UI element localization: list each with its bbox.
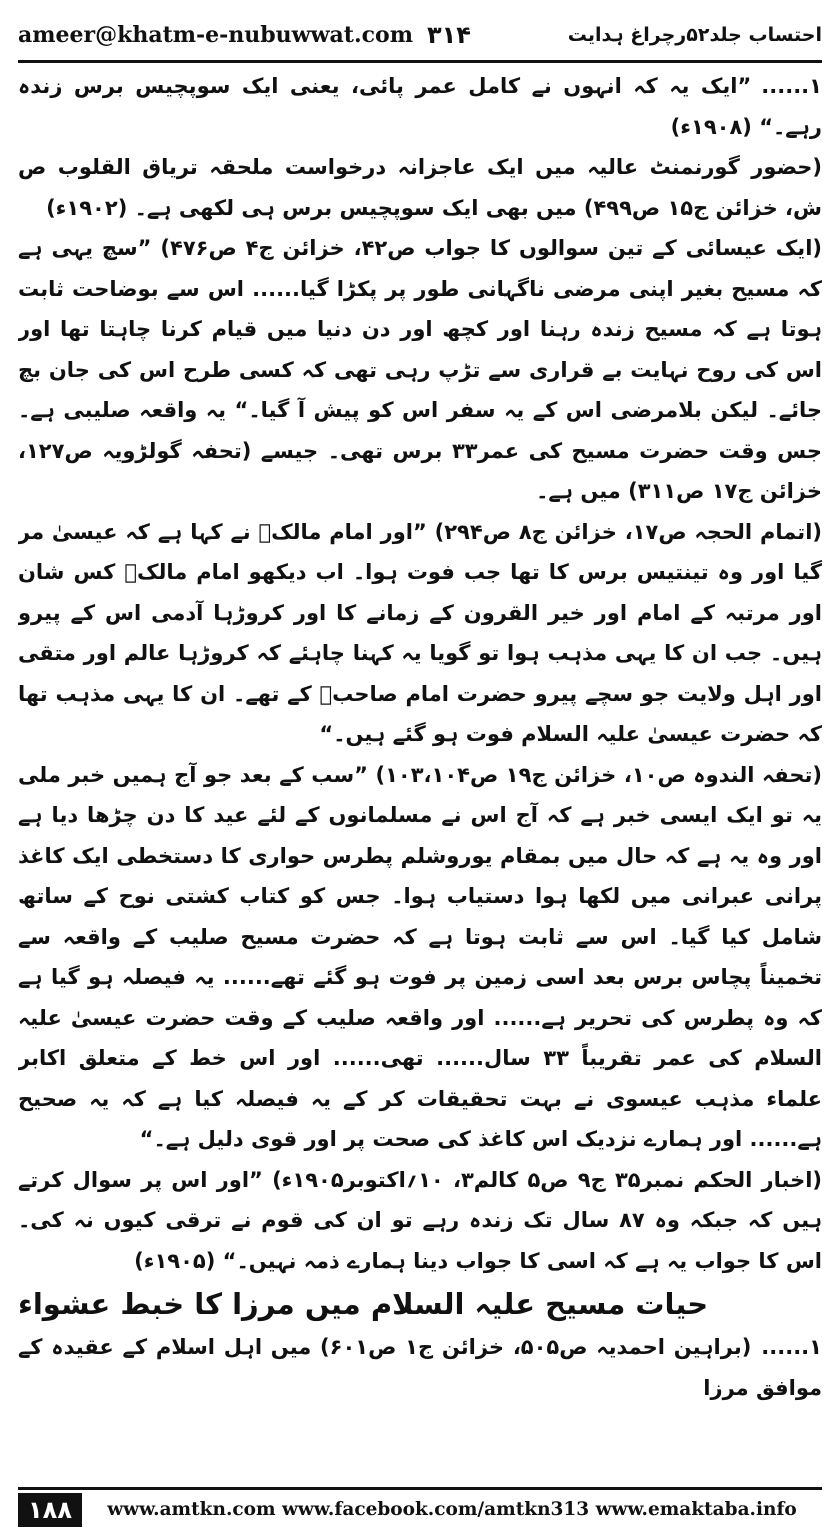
page-header	[18, 14, 822, 63]
paragraph-5: (تحفہ الندوہ ص۱۰، خزائن ج۱۹ ص۱۰۳،۱۰۴) ”سب کے بعد جو آج ہمیں خبر ملی یہ تو ایک ایسی خبر ہے کہ آج اس نے مسلمانوں کے لئے عید کا دن چڑھا دیا ہے اور وہ یہ ہے کہ حال میں بمقام یوروشلم پطرس حواری کا دستخطی ایک کاغذ پرانی عبرانی میں لکھا ہوا دستیاب ہوا۔ جس کو کتاب کشتی نوح کے ساتھ شامل کیا گیا۔ اس سے ثابت ہوتا ہے کہ حضرت مسیح صلیب کے واقعہ سے تخمیناً پچاس برس بعد اسی زمین پر فوت ہو گئے تھے...... یہ فیصلہ ہو گیا ہے کہ وہ پطرس کی تحریر ہے...... اور واقعہ صلیب کے وقت حضرت عیسیٰ علیہ السلام کی عمر تقریباً ۳۳ سال...... تھی...... اور اس خط کے متعلق اکابر علماء مذہب عیسوی نے بہت تحقیقات کر کے یہ فیصلہ کیا ہے کہ یہ صحیح ہے...... اور ہمارے نزدیک اس کاغذ کی صحت پر اور قوی دلیل ہے۔“	[18, 762, 822, 1151]
footer-websites: www.amtkn.com www.facebook.com/amtkn313 www.emaktaba.info	[107, 1498, 797, 1520]
paragraph-text: ”ایک یہ کہ انہوں نے کامل عمر پائی، یعنی ایک سوپچیس برس زندہ رہے۔“ (۱۹۰۸ء)	[18, 74, 822, 139]
paragraph-number: ۱......	[761, 74, 822, 98]
section-heading: حیات مسیح علیہ السلام میں مرزا کا خبط عشواء	[18, 1287, 709, 1321]
footer-page-number: ۱۸۸	[18, 1493, 82, 1527]
paragraph-1	[18, 66, 822, 147]
paragraph-2: (حضور گورنمنٹ عالیہ میں ایک عاجزانہ درخواست ملحقہ تریاق القلوب ص ش، خزائن ج۱۵ ص۴۹۹) میں بھی ایک سوپچیس برس ہی لکھی ہے۔ (۱۹۰۲ء)	[18, 155, 822, 220]
running-title: احتساب جلد۵۲رچراغ ہدایت	[567, 24, 822, 46]
paragraph-number: ۱......	[761, 1335, 822, 1359]
paragraph-4: (اتمام الحجہ ص۱۷، خزائن ج۸ ص۲۹۴) ”اور امام مالکؒ نے کہا ہے کہ عیسیٰ مر گیا اور وہ تینتیس برس کا تھا جب فوت ہوا۔ اب دیکھو امام مالکؒ کس شان اور مرتبہ کے امام اور خیر القرون کے زمانے کا اور کروڑہا آدمی اس کے پیرو ہیں۔ جب ان کا یہی مذہب ہوا تو گویا یہ کہنا چاہئے کہ کروڑہا عالم اور متقی اور اہل ولایت جو سچے پیرو حضرت امام صاحبؒ کے تھے۔ ان کا یہی مذہب تھا کہ حضرت عیسیٰ علیہ السلام فوت ہو گئے ہیں۔“	[18, 519, 822, 746]
header-page-number: ۳۱۴	[426, 21, 471, 49]
header-email: ameer@khatm-e-nubuwwat.com	[18, 22, 413, 48]
paragraph-text: (براہین احمدیہ ص۵۰۵، خزائن ج۱ ص۶۰۱) میں اہل اسلام کے عقیدہ کے موافق مرزا	[18, 1335, 822, 1400]
page-footer	[18, 1487, 822, 1528]
paragraph-7	[18, 1327, 822, 1408]
page-body	[18, 66, 822, 1480]
header-left	[18, 21, 471, 49]
paragraph-6: (اخبار الحکم نمبر۳۵ ج۹ ص۵ کالم۳، ۱۰؍اکتوبر۱۹۰۵ء) ”اور اس پر سوال کرتے ہیں کہ جبکہ وہ ۸۷ سال تک زندہ رہے تو ان کی قوم نے ترقی کیوں نہ کی۔ اس کا جواب یہ ہے کہ اسی کا جواب دینا ہمارے ذمہ نہیں۔“ (۱۹۰۵ء)	[18, 1167, 822, 1273]
paragraph-3: (ایک عیسائی کے تین سوالوں کا جواب ص۴۲، خزائن ج۴ ص۴۷۶) ”سچ یہی ہے کہ مسیح بغیر اپنی مرضی ناگہانی طور پر پکڑا گیا...... اس سے بوضاحت ثابت ہوتا ہے کہ مسیح زندہ رہنا اور کچھ اور دن دنیا میں قیام کرنا چاہتا تھا اور اس کی روح نہایت بے قراری سے تڑپ رہی تھی کہ کسی طرح اس کی جان بچ جائے۔ لیکن بلامرضی اس کے یہ سفر اس کو پیش آ گیا۔“ یہ واقعہ صلیبی ہے۔ جس وقت حضرت مسیح کی عمر۳۳ برس تھی۔ جیسے (تحفہ گولڑویہ ص۱۲۷، خزائن ج۱۷ ص۳۱۱) میں ہے۔	[18, 236, 822, 503]
